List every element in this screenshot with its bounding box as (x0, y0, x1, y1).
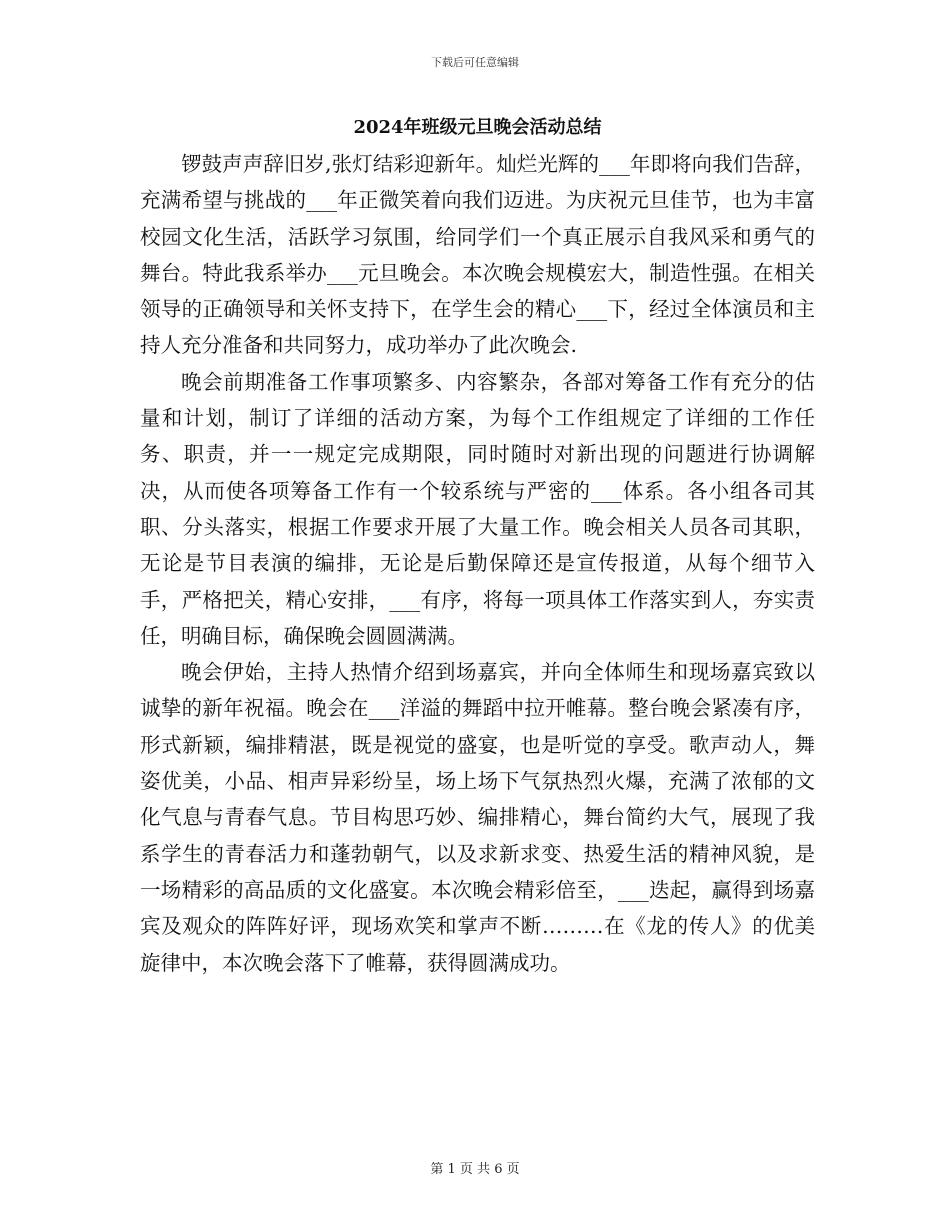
paragraph-preparation: 晚会前期准备工作事项繁多、内容繁杂，各部对筹备工作有充分的估量和计划，制订了详细的活动方案，为每个工作组规定了详细的工作任务、职责，并一一规定完成期限，同时随时对新出现的问题进行协调解决，从而使各项筹备工作有一个较系统与严密的___体系。各小组各司其职、分头落实，根据工作要求开展了大量工作。晚会相关人员各司其职，无论是节目表演的编排，无论是后勤保障还是宣传报道，从每个细节入手，严格把关，精心安排，___有序，将每一项具体工作落实到人，夯实责任，明确目标，确保晚会圆圆满满。 (140, 369, 815, 648)
paragraph-event: 晚会伊始，主持人热情介绍到场嘉宾，并向全体师生和现场嘉宾致以诚挚的新年祝福。晚会在___洋溢的舞蹈中拉开帷幕。整台晚会紧凑有序，形式新颖，编排精湛，既是视觉的盛宴，也是听觉的享受。歌声动人，舞姿优美，小品、相声异彩纷呈，场上场下气氛热烈火爆，充满了浓郁的文化气息与青春气息。节目构思巧妙、编排精心，舞台简约大气，展现了我系学生的青春活力和蓬勃朝气，以及求新求变、热爱生活的精神风貌，是一场精彩的高品质的文化盛宴。本次晚会精彩倍至，___迭起，赢得到场嘉宾及观众的阵阵好评，现场欢笑和掌声不断………在《龙的传人》的优美旋律中，本次晚会落下了帷幕，获得圆满成功。 (140, 660, 815, 975)
page-header-note: 下载后可任意编辑 (431, 56, 519, 69)
page-number: 第 1 页 共 6 页 (430, 1162, 520, 1177)
document-body (140, 146, 815, 981)
paragraph-opening: 锣鼓声声辞旧岁,张灯结彩迎新年。灿烂光辉的___年即将向我们告辞，充满希望与挑战的___年正微笑着向我们迈进。为庆祝元旦佳节，也为丰富校园文化生活，活跃学习氛围，给同学们一个真正展示自我风采和勇气的舞台。特此我系举办___元旦晚会。本次晚会规模宏大，制造性强。在相关领导的正确领导和关怀支持下，在学生会的精心___下，经过全体演员和主持人充分准备和共同努力，成功举办了此次晚会. (140, 152, 815, 358)
document-title: 2024年班级元旦晚会活动总结 (353, 117, 602, 138)
